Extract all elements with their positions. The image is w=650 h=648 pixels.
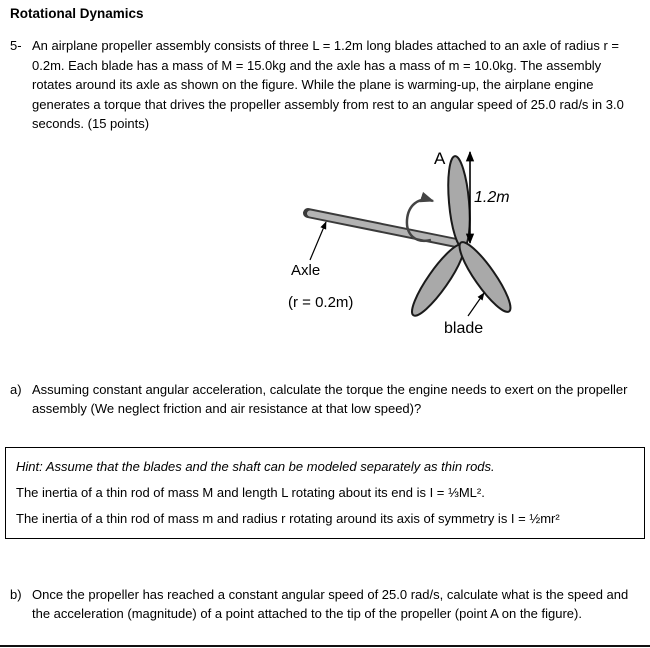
axle-rod: [308, 213, 461, 244]
part-b-text: Once the propeller has reached a constant angular speed of 25.0 rad/s, calculate what is the speed and the acceleration (magnitude) of a point attached to the tip of the propeller (point A on the figure).: [32, 586, 629, 621]
problem-text: An airplane propeller assembly consists of three L = 1.2m long blades attached to an axle of radius r = 0.2m. Each blade has a mass of M = 15.0kg and the axle has a mass of m = 10.0kg. The assembly rotates around its axle as shown on the figure. While the plane is warming-up, the airplane engine generates a torque that drives the propeller assembly from rest to an angular speed of 25.0 rad/s in 3.0 seconds. (15 points): [32, 38, 624, 131]
part-b: [10, 585, 640, 624]
axle-pointer-arrow: [310, 222, 326, 260]
axle-radius-label: (r = 0.2m): [288, 293, 354, 311]
hint-line-1: Hint: Assume that the blades and the shaft can be modeled separately as thin rods.: [16, 458, 495, 474]
blade-length-label: 1.2m: [474, 188, 510, 206]
part-a-text: Assuming constant angular acceleration, calculate the torque the engine needs to exert on the propeller assembly (We neglect friction and air resistance at that low speed)?: [32, 381, 628, 416]
axle-rod-fill: [310, 213, 459, 243]
blade-pointer-arrow: [468, 293, 484, 316]
blade-label: blade: [444, 319, 484, 337]
next-section-top-border: [0, 645, 650, 647]
propeller-figure-svg: [268, 140, 558, 340]
page-title: Rotational Dynamics: [10, 6, 144, 21]
hint-line-3: The inertia of a thin rod of mass m and radius r rotating around its axis of symmetry is I = ½mr²: [16, 510, 560, 526]
part-a-marker: a): [10, 381, 22, 397]
part-a: [10, 380, 640, 419]
problem-number: 5-: [10, 38, 22, 53]
point-a-label: A: [434, 148, 446, 168]
part-b-marker: b): [10, 586, 22, 602]
blade-up: [445, 155, 473, 248]
hint-line-2: The inertia of a thin rod of mass M and length L rotating about its end is I = ⅓ML².: [16, 484, 485, 500]
propeller-figure: [10, 140, 640, 340]
axle-label: Axle: [291, 261, 321, 279]
hint-box: [5, 447, 645, 539]
problem-statement: [10, 36, 640, 134]
blade-lower-right: [453, 236, 518, 316]
